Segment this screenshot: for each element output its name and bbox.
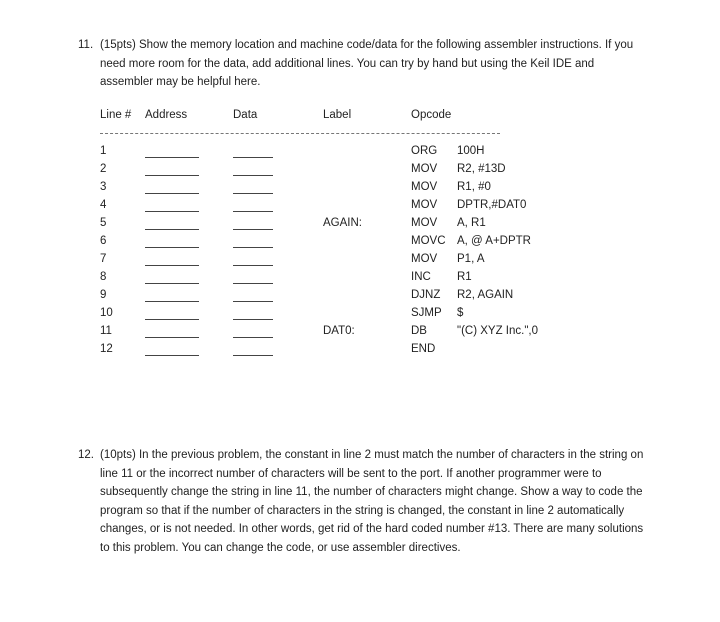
header-label: Label — [323, 109, 352, 121]
address-blank[interactable] — [145, 355, 199, 356]
question-12 — [78, 446, 648, 557]
opcode-cell: MOV — [411, 163, 438, 175]
data-blank[interactable] — [233, 157, 273, 158]
line-number: 2 — [100, 163, 107, 175]
table-row — [0, 217, 720, 235]
operand-cell: R2, AGAIN — [457, 289, 514, 301]
line-number: 12 — [100, 343, 113, 355]
data-blank[interactable] — [233, 193, 273, 194]
header-opcode: Opcode — [411, 109, 452, 121]
operand-cell: A, @ A+DPTR — [457, 235, 531, 247]
table-row — [0, 325, 720, 343]
opcode-cell: MOV — [411, 181, 438, 193]
operand-cell: R1, #0 — [457, 181, 491, 193]
line-number: 11 — [100, 325, 112, 337]
data-blank[interactable] — [233, 265, 273, 266]
question-12-text: (10pts) In the previous problem, the constant in line 2 must match the number of characters in the string on line 11 or the incorrect number of characters will be sent to the port. If another programmer were to subsequently change the string in line 11, the number of characters might change. Show a way to code the program so that if the number of characters in the string is changed, the constant in line 2 automatically changes, or is not needed. In other words, get rid of the hard coded number #13. There are many solutions to this problem. You can change the code, or use assembler directives. — [100, 449, 644, 554]
opcode-cell: MOVC — [411, 235, 446, 247]
header-line: Line # — [100, 109, 132, 121]
address-blank[interactable] — [145, 157, 199, 158]
table-row — [0, 289, 720, 307]
label-cell: AGAIN: — [323, 217, 362, 229]
question-11-number: 11. — [78, 39, 94, 51]
opcode-cell: END — [411, 343, 436, 355]
data-blank[interactable] — [233, 211, 273, 212]
operand-cell: $ — [457, 307, 464, 319]
line-number: 10 — [100, 307, 113, 319]
table-row — [0, 253, 720, 271]
data-blank[interactable] — [233, 283, 273, 284]
address-blank[interactable] — [145, 247, 199, 248]
line-number: 4 — [100, 199, 107, 211]
opcode-cell: MOV — [411, 253, 438, 265]
address-blank[interactable] — [145, 229, 199, 230]
header-data: Data — [233, 109, 258, 121]
line-number: 9 — [100, 289, 107, 301]
opcode-cell: ORG — [411, 145, 438, 157]
operand-cell: "(C) XYZ Inc.",0 — [457, 325, 539, 337]
opcode-cell: DJNZ — [411, 289, 441, 301]
question-11-text: (15pts) Show the memory location and machine code/data for the following assembler instructions. If you need more room for the data, add additional lines. You can try by hand but using the Keil IDE and assembler may be helpful here. — [100, 39, 634, 88]
data-blank[interactable] — [233, 319, 273, 320]
label-cell: DAT0: — [323, 325, 355, 337]
line-number: 5 — [100, 217, 107, 229]
address-blank[interactable] — [145, 283, 199, 284]
opcode-cell: INC — [411, 271, 431, 283]
address-blank[interactable] — [145, 175, 199, 176]
question-12-number: 12. — [78, 449, 94, 461]
opcode-cell: MOV — [411, 199, 438, 211]
header-address: Address — [145, 109, 188, 121]
opcode-cell: MOV — [411, 217, 438, 229]
data-blank[interactable] — [233, 355, 273, 356]
operand-cell: A, R1 — [457, 217, 486, 229]
line-number: 1 — [100, 145, 107, 157]
table-row — [0, 235, 720, 253]
data-blank[interactable] — [233, 247, 273, 248]
table-row — [0, 181, 720, 199]
address-blank[interactable] — [145, 301, 199, 302]
table-row — [0, 145, 720, 163]
question-11 — [78, 36, 648, 92]
address-blank[interactable] — [145, 211, 199, 212]
opcode-cell: DB — [411, 325, 427, 337]
opcode-cell: SJMP — [411, 307, 442, 319]
table-row — [0, 343, 720, 361]
line-number: 8 — [100, 271, 107, 283]
address-blank[interactable] — [145, 337, 199, 338]
data-blank[interactable] — [233, 175, 273, 176]
address-blank[interactable] — [145, 319, 199, 320]
data-blank[interactable] — [233, 301, 273, 302]
address-blank[interactable] — [145, 265, 199, 266]
header-divider — [100, 133, 500, 134]
line-number: 6 — [100, 235, 107, 247]
operand-cell: P1, A — [457, 253, 485, 265]
table-row — [0, 163, 720, 181]
table-row — [0, 307, 720, 325]
data-blank[interactable] — [233, 337, 273, 338]
operand-cell: R2, #13D — [457, 163, 506, 175]
operand-cell: 100H — [457, 145, 485, 157]
line-number: 3 — [100, 181, 107, 193]
data-blank[interactable] — [233, 229, 273, 230]
table-row — [0, 271, 720, 289]
address-blank[interactable] — [145, 193, 199, 194]
line-number: 7 — [100, 253, 107, 265]
operand-cell: DPTR,#DAT0 — [457, 199, 527, 211]
operand-cell: R1 — [457, 271, 472, 283]
table-row — [0, 199, 720, 217]
